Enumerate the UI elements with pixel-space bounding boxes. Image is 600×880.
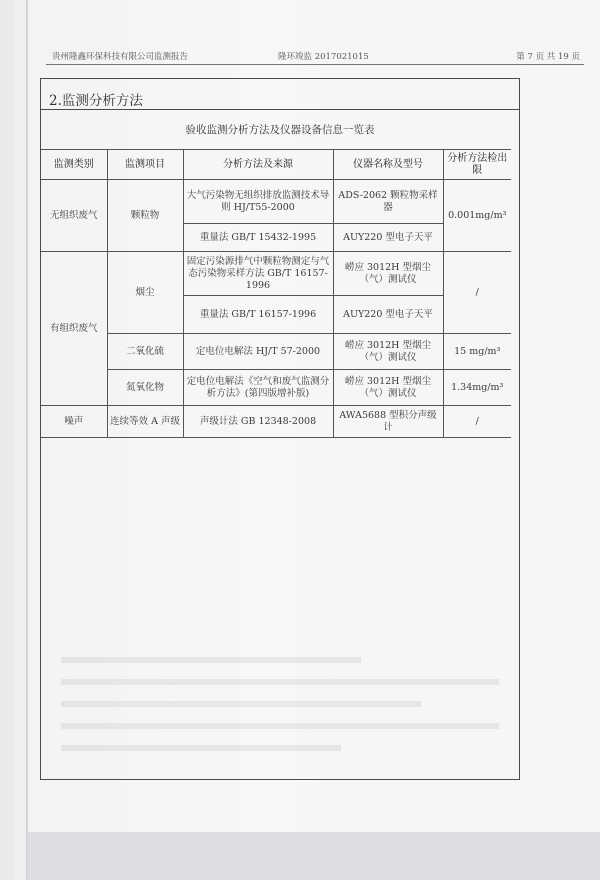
header-cell-method: 分析方法及来源 (183, 150, 333, 180)
bleed-through-texture (41, 639, 519, 779)
header-company: 贵州隆鑫环保科技有限公司监测报告 (52, 52, 189, 62)
item-cell: 氮氧化物 (107, 370, 183, 406)
limit-cell: / (443, 406, 511, 438)
instrument-cell: 崂应 3012H 型烟尘（气）测试仪 (333, 370, 443, 406)
category-cell: 噪声 (41, 406, 107, 438)
table-row (41, 180, 511, 224)
content-frame (40, 78, 520, 780)
instrument-cell: AUY220 型电子天平 (333, 224, 443, 252)
header-cell-category: 监测类别 (41, 150, 107, 180)
method-cell: 重量法 GB/T 15432-1995 (183, 224, 333, 252)
limit-cell: 0.001mg/m³ (443, 180, 511, 252)
header-page-indicator: 第 7 页 共 19 页 (516, 52, 580, 62)
page-edge-left (0, 0, 15, 880)
table-row (41, 370, 511, 406)
header-cell-instrument: 仪器名称及型号 (333, 150, 443, 180)
page-edge-inner (14, 0, 27, 880)
instrument-cell: AUY220 型电子天平 (333, 296, 443, 334)
item-cell: 二氧化硫 (107, 334, 183, 370)
instrument-cell: AWA5688 型积分声级计 (333, 406, 443, 438)
page-bottom-edge (28, 832, 600, 880)
method-cell: 大气污染物无组织排放监测技术导则 HJ/T55-2000 (183, 180, 333, 224)
method-cell: 定电位电解法 HJ/T 57-2000 (183, 334, 333, 370)
header-cell-item: 监测项目 (107, 150, 183, 180)
method-cell: 重量法 GB/T 16157-1996 (183, 296, 333, 334)
table-row (41, 252, 511, 296)
limit-cell: 15 mg/m³ (443, 334, 511, 370)
report-page (28, 0, 600, 880)
category-cell: 有组织废气 (41, 252, 107, 406)
header-cell-limit: 分析方法检出限 (443, 150, 511, 180)
instrument-cell: ADS-2062 颗粒物采样器 (333, 180, 443, 224)
category-cell: 无组织废气 (41, 180, 107, 252)
method-cell: 定电位电解法《空气和废气监测分析方法》(第四版增补版) (183, 370, 333, 406)
limit-cell: / (443, 252, 511, 334)
header-report-number: 隆环竣监 2017021015 (278, 52, 369, 62)
section-divider (41, 109, 519, 110)
method-cell: 固定污染源排气中颗粒物测定与气态污染物采样方法 GB/T 16157-1996 (183, 252, 333, 296)
methods-table (41, 149, 511, 438)
item-cell: 颗粒物 (107, 180, 183, 252)
method-cell: 声级计法 GB 12348-2008 (183, 406, 333, 438)
header-rule (46, 64, 584, 65)
instrument-cell: 崂应 3012H 型烟尘（气）测试仪 (333, 334, 443, 370)
table-row (41, 406, 511, 438)
table-row (41, 334, 511, 370)
table-header-row (41, 150, 511, 180)
limit-cell: 1.34mg/m³ (443, 370, 511, 406)
section-title: 2.监测分析方法 (49, 93, 143, 109)
table-caption: 验收监测分析方法及仪器设备信息一览表 (185, 124, 375, 136)
page-header (48, 50, 584, 64)
item-cell: 烟尘 (107, 252, 183, 334)
item-cell: 连续等效 A 声级 (107, 406, 183, 438)
instrument-cell: 崂应 3012H 型烟尘（气）测试仪 (333, 252, 443, 296)
